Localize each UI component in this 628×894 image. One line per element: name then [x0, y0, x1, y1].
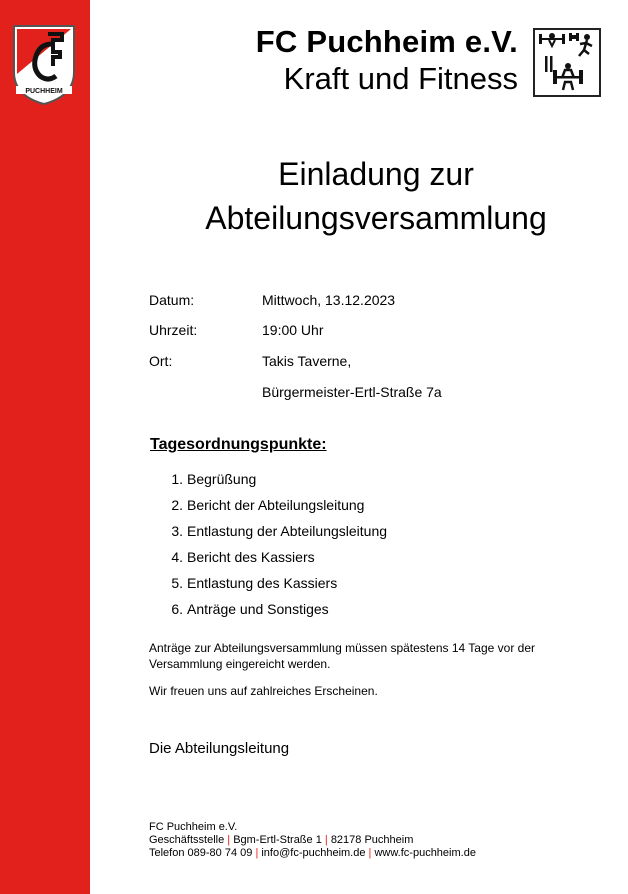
- weightlifting-pictogram-icon: [533, 28, 601, 97]
- page-title: [150, 152, 602, 240]
- svg-text:PUCHHEIM: PUCHHEIM: [25, 88, 63, 95]
- agenda-list: [149, 469, 387, 625]
- club-crest-logo: [12, 24, 76, 106]
- footer: [149, 821, 476, 860]
- agenda-item: 1. Begrüßung: [171, 471, 257, 487]
- agenda-item: 2. Bericht der Abteilungsleitung: [171, 497, 365, 513]
- date-value: Mittwoch, 13.12.2023: [262, 292, 396, 308]
- title-line-2: Abteilungsversammlung: [205, 200, 547, 236]
- time-value: 19:00 Uhr: [262, 322, 324, 338]
- red-sidebar: [0, 0, 90, 894]
- club-title-block: [200, 24, 518, 98]
- club-name: FC Puchheim e.V.: [255, 24, 518, 59]
- footer-contact: Telefon 089-80 74 09 | info@fc-puchheim.de | www.fc-puchheim.de: [149, 847, 476, 859]
- footer-web-link[interactable]: www.fc-puchheim.de: [374, 847, 476, 859]
- deadline-note: Anträge zur Abteilungsversammlung müssen spätestens 14 Tage vor der Versammlung eingereicht werden.: [149, 641, 535, 671]
- agenda-item: 6. Anträge und Sonstiges: [171, 601, 329, 617]
- signoff: Die Abteilungsleitung: [149, 740, 290, 757]
- location-value: Takis Taverne,: [262, 353, 352, 369]
- department-name: Kraft und Fitness: [283, 61, 518, 96]
- footer-address: Geschäftsstelle | Bgm-Ertl-Straße 1 | 82178 Puchheim: [149, 834, 414, 846]
- time-label: Uhrzeit:: [149, 322, 198, 338]
- agenda-item: 3. Entlastung der Abteilungsleitung: [171, 523, 388, 539]
- date-label: Datum:: [149, 292, 195, 308]
- footer-email-link[interactable]: info@fc-puchheim.de: [261, 847, 366, 859]
- address-value: Bürgermeister-Ertl-Straße 7a: [262, 384, 442, 400]
- agenda-heading: Tagesordnungspunkte:: [150, 436, 327, 453]
- closing-note: Wir freuen uns auf zahlreiches Erscheinen.: [149, 684, 378, 698]
- footer-org: FC Puchheim e.V.: [149, 821, 238, 833]
- footer-phone: Telefon 089-80 74 09: [149, 847, 253, 859]
- title-line-1: Einladung zur: [278, 156, 474, 192]
- agenda-item: 5. Entlastung des Kassiers: [171, 575, 338, 591]
- agenda-item: 4. Bericht des Kassiers: [171, 549, 315, 565]
- location-label: Ort:: [149, 353, 173, 369]
